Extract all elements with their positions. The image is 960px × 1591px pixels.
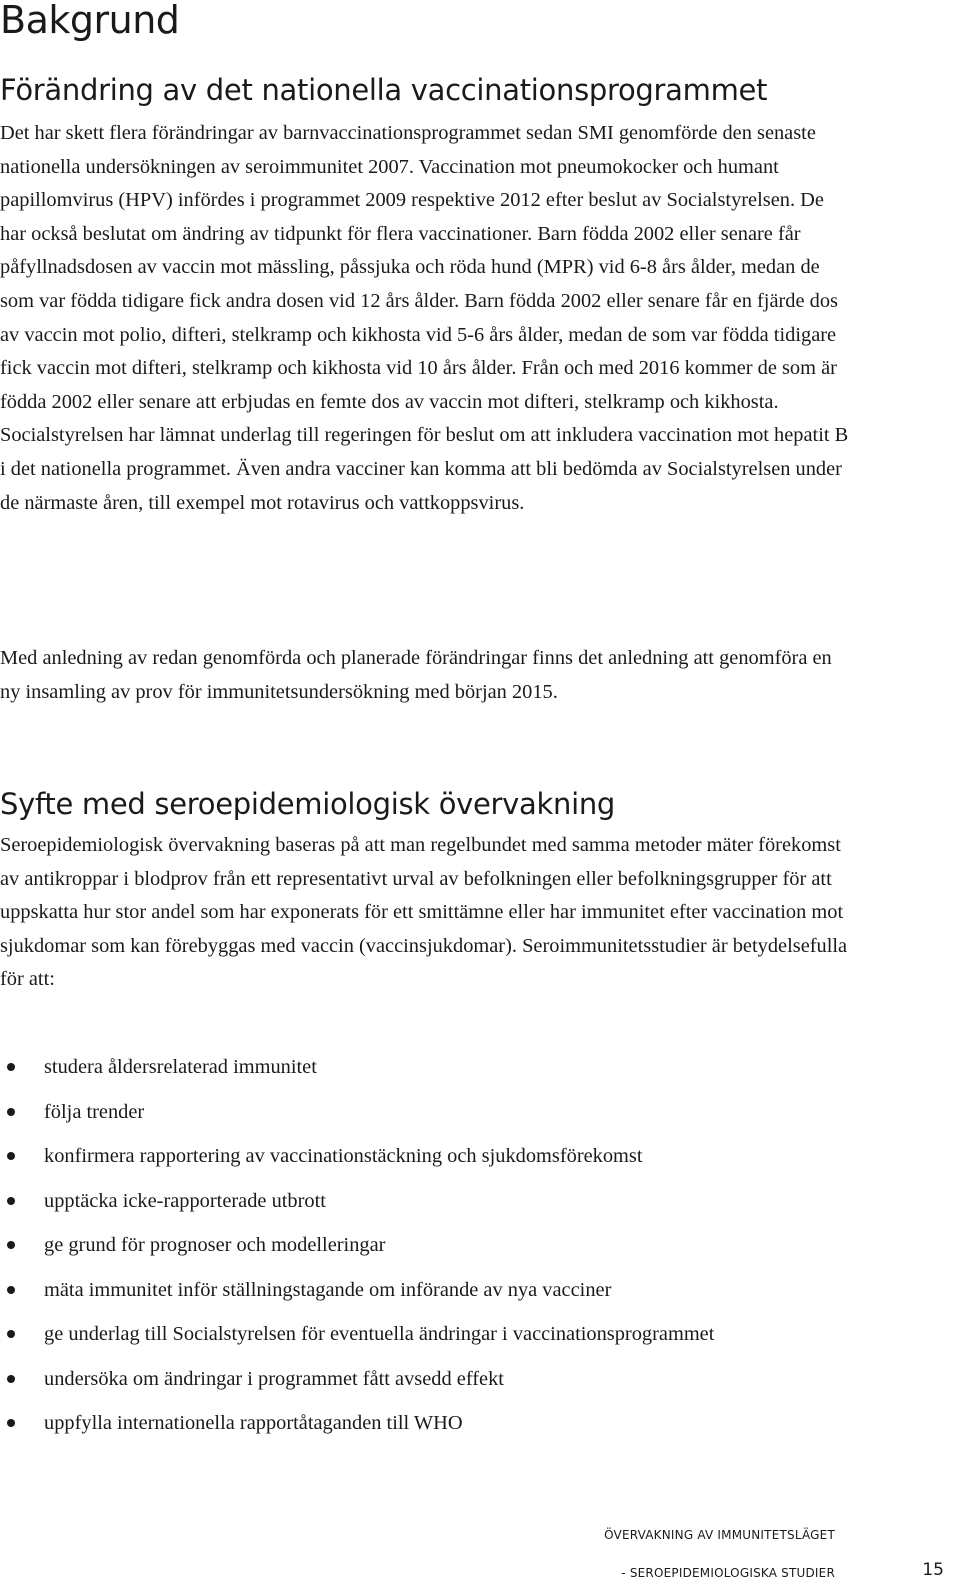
bullet-icon: [7, 1419, 15, 1427]
list-item-text: ge underlag till Socialstyrelsen för eventuella ändringar i vaccinationsprogrammet: [44, 1323, 715, 1345]
bullet-icon: [7, 1197, 15, 1205]
page-number: 15: [922, 1560, 944, 1580]
bullet-icon: [7, 1375, 15, 1383]
bullet-icon: [7, 1330, 15, 1338]
list-item-text: undersöka om ändringar i programmet fått avsedd effekt: [44, 1367, 504, 1390]
bullet-icon: [7, 1286, 15, 1294]
bullet-icon: [7, 1241, 15, 1249]
list-item: [0, 1140, 900, 1172]
purpose-list: [0, 1051, 900, 1452]
list-item-text: studera åldersrelaterad immunitet: [44, 1056, 317, 1078]
list-item-text: mäta immunitet inför ställningstagande om införande av nya vacciner: [44, 1278, 612, 1301]
list-item-text: upptäcka icke-rapporterade utbrott: [44, 1189, 326, 1212]
list-item-text: konfirmera rapportering av vaccinationstäckning och sjukdomsförekomst: [44, 1145, 643, 1167]
list-item: [0, 1274, 900, 1306]
footer-subtitle: - SEROEPIDEMIOLOGISKA STUDIER: [621, 1566, 835, 1580]
section-heading-purpose: Syfte med seroepidemiologisk övervakning: [0, 787, 616, 821]
list-item-text: ge grund för prognoser och modelleringar: [44, 1234, 386, 1256]
list-item-text: följa trender: [44, 1100, 145, 1123]
list-item: [0, 1363, 900, 1395]
list-item: [0, 1318, 900, 1350]
list-item: [0, 1185, 900, 1217]
paragraph-new-collection: Med anledning av redan genomförda och planerade förändringar finns det anledning att genomföra en ny insamling av prov för immunitetsundersökning med början 2015.: [0, 647, 832, 703]
paragraph-purpose-intro: Seroepidemiologisk övervakning baseras på att man regelbundet med samma metoder mäter förekomst av antikroppar i blodprov från ett representativt urval av befolkningen eller befolkningsgrupper för att uppskatta hur stor andel som har exponerats för ett smittämne eller har immunitet efter vaccination mot sjukdomar som kan förebyggas med vaccin (vaccinsjukdomar). Seroimmunitetsstudier är betydelsefulla för att:: [0, 834, 848, 991]
list-item: [0, 1096, 900, 1128]
page-title: Bakgrund: [0, 0, 180, 42]
list-item: [0, 1051, 900, 1083]
list-item-text: uppfylla internationella rapportåtaganden till WHO: [44, 1412, 463, 1434]
list-item: [0, 1229, 900, 1261]
footer-title: ÖVERVAKNING AV IMMUNITETSLÄGET: [604, 1528, 835, 1542]
bullet-icon: [7, 1152, 15, 1160]
paragraph-program-changes: Det har skett flera förändringar av barnvaccinationsprogrammet sedan SMI genomförde den senaste nationella undersökningen av seroimmunitet 2007. Vaccination mot pneumokocker och humant papillomvirus (HPV) infördes i programmet 2009 respektive 2012 efter beslut av Socialstyrelsen. De har också beslutat om ändring av tidpunkt för flera vaccinationer. Barn födda 2002 eller senare får påfyllnadsdosen av vaccin mot mässling, påssjuka och röda hund (MPR) vid 6-8 års ålder, medan de som var födda tidigare fick andra dosen vid 12 års ålder. Barn födda 2002 eller senare får en fjärde dos av vaccin mot polio, difteri, stelkramp och kikhosta vid 5-6 års ålder, medan de som var födda tidigare fick vaccin mot difteri, stelkramp och kikhosta vid 10 års ålder. Från och med 2016 kommer de som är födda 2002 eller senare att erbjudas en femte dos av vaccin mot difteri, stelkramp och kikhosta. Socialstyrelsen har lämnat underlag till regeringen för beslut om att inkludera vaccination mot hepatit B i det nationella programmet. Även andra vacciner kan komma att bli bedömda av Socialstyrelsen under de närmaste åren, till exempel mot rotavirus och vattkoppsvirus.: [0, 122, 849, 514]
list-item: [0, 1407, 900, 1439]
section-heading-program-changes: Förändring av det nationella vaccinationsprogrammet: [0, 73, 768, 107]
bullet-icon: [7, 1063, 15, 1071]
bullet-icon: [7, 1108, 15, 1116]
